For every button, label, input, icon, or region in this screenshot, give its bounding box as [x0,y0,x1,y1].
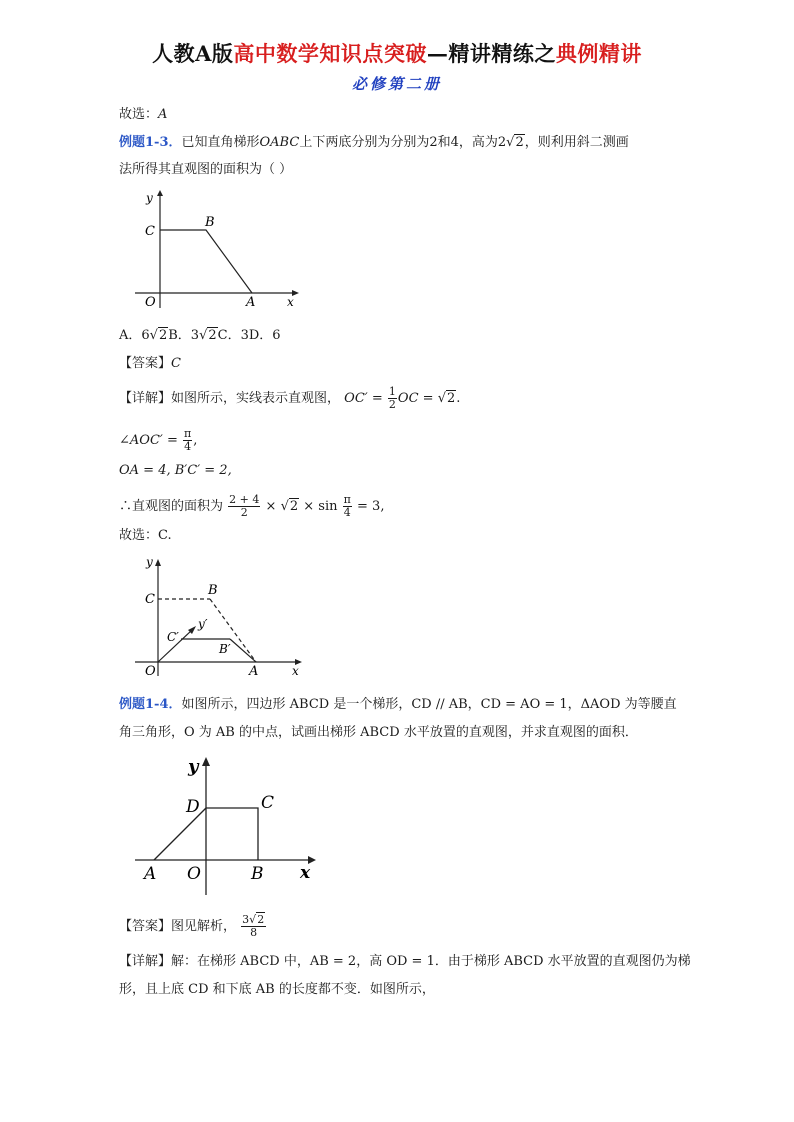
option-a: A．6 [119,328,150,343]
area-mid: × [265,499,277,514]
oc-left: OC′ = [344,391,383,406]
angle-num: π [184,427,192,440]
edge-BpA [230,639,256,662]
label-x: x [292,664,299,678]
ex13-text-a: 已知直角梯形 [181,135,260,150]
label-A: A [144,864,157,884]
header-part4: 典例精讲 [555,41,642,66]
area-sin: × sin [303,499,338,514]
option-b: B．3 [168,328,200,343]
label-A: A [246,295,256,310]
ex14-detail-label: 【详解】 [119,954,172,969]
option-rest: C．3D．6 [217,328,281,343]
ex14-line2: 角三角形，O 为 AB 的中点，试画出梯形 ABCD 水平放置的直观图，并求直观图的面积． [119,725,638,740]
ex13-rad: 2 [515,135,524,150]
ex13-detail: 【详解】如图所示，实线表示直观图， OC′ = $\frac{1}{2}$ OC = √2. [119,385,461,411]
sqrt-sign: √ [149,328,158,343]
ex14-detail-text1: 解：在梯形 ABCD 中，AB = 2，高 OD = 1．由于梯形 ABCD 水平放置的直观图仍为梯 [171,954,691,969]
label-C: C [261,793,275,813]
trapezoid-edges [160,230,252,293]
prev-answer-prefix: 故选： [119,107,159,122]
prev-answer [119,106,167,124]
ex13-text-b: 上下两底分别为分别为2和4，高为2 [299,135,507,150]
area-rad: 2 [289,499,299,514]
ex13-label: 例题1-3． [119,135,182,150]
label-O: O [145,295,156,310]
ex13-area [119,494,384,519]
label-O: O [187,864,201,884]
area-pi-num: π [343,493,351,506]
figure-trapezoid-oblique [125,552,315,682]
ex14-line1 [119,696,677,714]
ans-num-coef: 3 [242,913,250,926]
ex14-detail2: 形，且上底 CD 和下底 AB 的长度都不变．如图所示， [119,982,435,997]
page-subtitle: 必修第二册 [351,75,442,93]
label-B: B [251,864,264,884]
sqrt-sign: √ [199,328,208,343]
option-a-rad: 2 [158,328,168,343]
frac-den: 2 [388,398,396,411]
figure-trapezoid-abcd [130,752,320,902]
label-y: y [146,555,153,569]
ex13-choose: 故选：C. [119,528,172,543]
ex13-line2: 法所得其直观图的面积为（ ） [119,162,293,177]
label-O: O [145,664,156,679]
frac-area-pi [343,494,352,519]
ans-num: 3√2 [242,913,265,926]
label-B: B [205,215,215,230]
label-B: B [208,583,218,598]
label-Bprime: B′ [219,642,231,656]
y-arrow-icon [157,190,163,196]
area-den: 2 [240,506,248,519]
label-yprime: y′ [198,617,208,631]
angle-den: 4 [184,440,192,453]
area-pi-den: 4 [343,506,351,519]
header-part2: 高中数学知识点突破 [233,41,427,66]
sqrt-sign: √ [437,391,446,406]
frac-pi4 [183,428,192,453]
ex14-answer-label: 【答案】 [119,919,172,934]
ex14-text1: 如图所示，四边形 ABCD 是一个梯形，CD // AB，CD = AO = 1，ΔAOD 为等腰直 [181,697,677,712]
ex13-var: OABC [259,135,300,150]
prev-answer-value: A [158,107,168,122]
ex14-answer-text: 图见解析， [171,919,237,934]
ex13-line1 [119,134,629,152]
option-b-rad: 2 [208,328,217,343]
label-x: x [287,295,294,309]
header-part1: 人教A版 [152,41,234,66]
sqrt-sign: √ [506,135,515,150]
label-C: C [145,224,155,239]
answer-label: 【答案】 [119,356,172,371]
answer-value: C [171,356,181,371]
ex13-oa: OA = 4, B′C′ = 2, [119,463,232,478]
figure-trapezoid-original [125,190,310,315]
page-header [0,38,794,68]
ex14-label: 例题1-4． [119,697,182,712]
oc-right: OC = [397,391,434,406]
label-y: y [188,756,199,777]
y-arrow-icon [155,559,161,566]
dashed-BA [210,599,256,662]
sqrt-sign: √ [280,499,289,514]
detail-label: 【详解】 [119,391,172,406]
area-end: = 3, [357,499,385,514]
label-C: C [145,592,155,607]
detail-text: 如图所示，实线表示直观图， [171,391,341,406]
ans-num-rad: 2 [257,913,265,926]
label-Cprime: C′ [167,630,179,644]
edges-DCB [206,808,258,860]
label-y: y [146,191,153,205]
y-arrow-icon [202,757,210,766]
frac-answer [241,914,266,939]
area-prefix: ∴直观图的面积为 [119,499,224,514]
area-num: 2 + 4 [229,493,260,506]
ex13-options [119,327,281,345]
frac-half [388,386,397,411]
header-part3: —精讲精练之 [426,41,556,66]
frac-num: 1 [388,385,396,398]
label-x: x [300,863,311,883]
ex13-text-c: ，则利用斜二测画 [524,135,629,150]
ex14-detail1 [119,953,691,971]
label-D: D [186,797,200,817]
label-A: A [249,664,259,679]
ex13-answer [119,355,181,373]
angle-text: ∠AOC′ = [119,433,178,448]
ex14-answer [119,914,267,939]
ex13-angle: ∠AOC′ = $\frac{\pi}{4}$ , [119,427,198,453]
oc-rad: 2 [446,391,456,406]
ans-den: 8 [250,926,258,939]
frac-area [228,494,260,519]
